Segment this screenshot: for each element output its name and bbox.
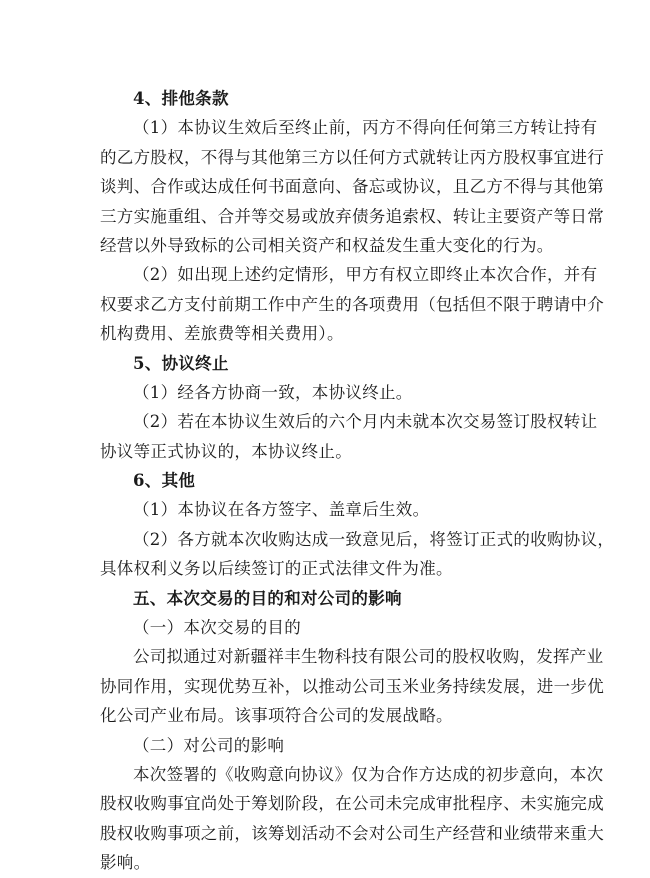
paragraph-line: （2）若在本协议生效后的六个月内未就本次交易签订股权转让 — [133, 412, 598, 432]
paragraph-line: 影响。 — [100, 853, 151, 873]
paragraph-line: 具体权利义务以后续签订的正式法律文件为准。 — [100, 559, 453, 579]
paragraph-line: （1）本协议在各方签字、盖章后生效。 — [133, 500, 430, 520]
section-heading-purpose-impact: 五、本次交易的目的和对公司的影响 — [133, 588, 402, 608]
paragraph-line: 协同作用，实现优势互补，以推动公司玉米业务持续发展，进一步优 — [100, 676, 604, 696]
section-heading-termination: 5、协议终止 — [133, 353, 229, 373]
paragraph-line: 股权收购事项之前，该筹划活动不会对公司生产经营和业绩带来重大 — [100, 823, 604, 843]
paragraph-line: （2）各方就本次收购达成一致意见后，将签订正式的收购协议， — [133, 529, 615, 549]
paragraph-line: （1）经各方协商一致，本协议终止。 — [133, 382, 413, 402]
paragraph-line: 三方实施重组、合并等交易或放弃债务追索权、转让主要资产等日常 — [100, 206, 604, 226]
paragraph-line: 权要求乙方支付前期工作中产生的各项费用（包括但不限于聘请中介 — [100, 294, 604, 314]
paragraph-line: 化公司产业布局。该事项符合公司的发展战略。 — [100, 706, 453, 726]
paragraph-line: （2）如出现上述约定情形，甲方有权立即终止本次合作，并有 — [133, 265, 598, 285]
paragraph-line: 谈判、合作或达成任何书面意向、备忘或协议，且乙方不得与其他第 — [100, 177, 604, 197]
paragraph-line: 本次签署的《收购意向协议》仅为合作方达成的初步意向，本次 — [133, 764, 604, 784]
paragraph-line: 的乙方股权，不得与其他第三方以任何方式就转让丙方股权事宜进行 — [100, 147, 604, 167]
document-page — [100, 84, 615, 878]
paragraph-line: 公司拟通过对新疆祥丰生物科技有限公司的股权收购，发挥产业 — [133, 647, 604, 667]
paragraph-line: （1）本协议生效后至终止前，丙方不得向任何第三方转让持有 — [133, 118, 598, 138]
paragraph-line: 协议等正式协议的，本协议终止。 — [100, 441, 352, 461]
paragraph-line: 股权收购事宜尚处于筹划阶段，在公司未完成审批程序、未实施完成 — [100, 794, 604, 814]
section-heading-other: 6、其他 — [133, 471, 196, 491]
subsection-heading-impact: （二）对公司的影响 — [133, 735, 285, 755]
paragraph-line: 机构费用、差旅费等相关费用）。 — [100, 324, 344, 344]
paragraph-line: 经营以外导致标的公司相关资产和权益发生重大变化的行为。 — [100, 235, 554, 255]
section-heading-exclusivity: 4、排他条款 — [133, 89, 229, 108]
subsection-heading-purpose: （一）本次交易的目的 — [133, 618, 301, 638]
